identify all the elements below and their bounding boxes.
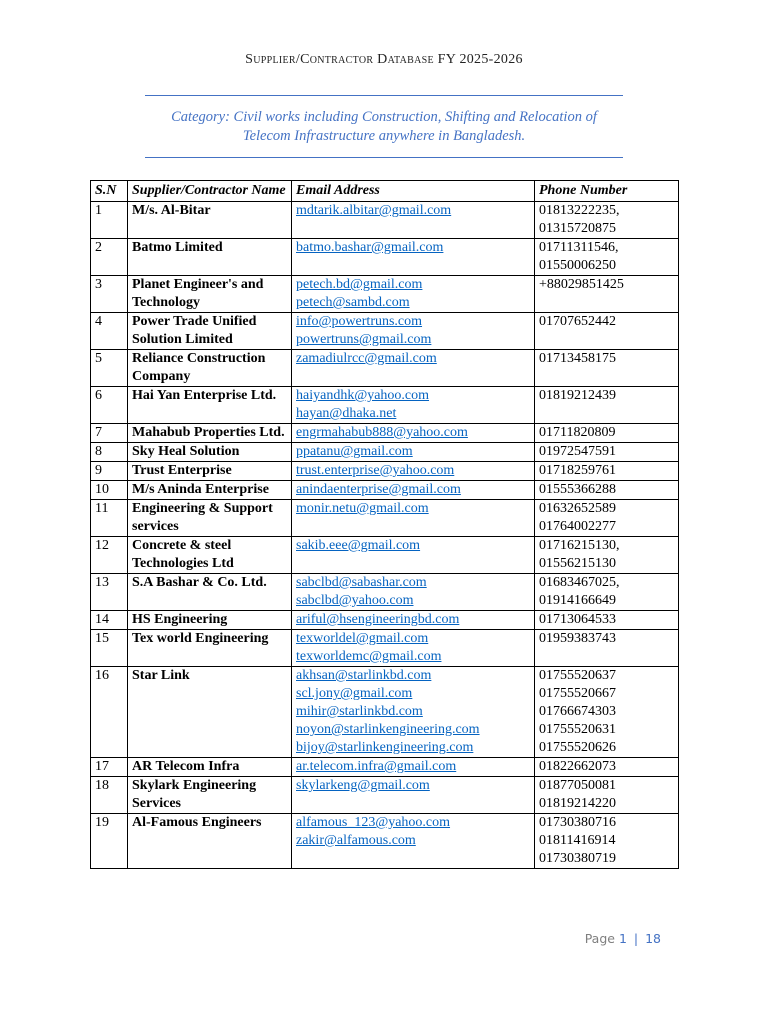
email-cell (292, 424, 535, 443)
phone-number: 01711820809 (539, 425, 616, 440)
phone-cell (535, 758, 679, 777)
email-link[interactable]: ppatanu@gmail.com (296, 444, 413, 459)
email-cell (292, 758, 535, 777)
row-sn: 10 (91, 481, 128, 500)
table-body (91, 202, 679, 869)
table-row (91, 537, 679, 574)
email-cell (292, 667, 535, 758)
email-link[interactable]: sabclbd@sabashar.com (296, 575, 427, 590)
table-row (91, 387, 679, 424)
table-row (91, 202, 679, 239)
total-pages: 18 (645, 931, 661, 946)
email-link[interactable]: zakir@alfamous.com (296, 833, 416, 848)
row-sn: 2 (91, 239, 128, 276)
phone-number: 01811416914 (539, 833, 616, 848)
email-cell (292, 537, 535, 574)
phone-number: 01730380719 (539, 851, 616, 866)
table-row (91, 424, 679, 443)
supplier-name: Sky Heal Solution (128, 443, 292, 462)
phone-number: 01718259761 (539, 463, 616, 478)
supplier-name: Hai Yan Enterprise Ltd. (128, 387, 292, 424)
row-sn: 18 (91, 777, 128, 814)
phone-number: 01755520626 (539, 740, 616, 755)
table-row (91, 239, 679, 276)
row-sn: 7 (91, 424, 128, 443)
phone-cell (535, 350, 679, 387)
row-sn: 1 (91, 202, 128, 239)
phone-cell (535, 239, 679, 276)
email-link[interactable]: ariful@hsengineeringbd.com (296, 612, 460, 627)
email-cell (292, 500, 535, 537)
header-phone: Phone Number (535, 181, 679, 202)
header-sn: S.N (91, 181, 128, 202)
table-row (91, 443, 679, 462)
phone-number: 01632652589 (539, 501, 616, 516)
row-sn: 13 (91, 574, 128, 611)
table-row (91, 777, 679, 814)
phone-number: 01315720875 (539, 221, 616, 236)
email-link[interactable]: scl.jony@gmail.com (296, 686, 413, 701)
row-sn: 6 (91, 387, 128, 424)
phone-cell (535, 611, 679, 630)
phone-number: 01914166649 (539, 593, 616, 608)
phone-number: 01716215130, (539, 538, 620, 553)
table-row (91, 814, 679, 869)
supplier-name: Reliance Construction Company (128, 350, 292, 387)
row-sn: 4 (91, 313, 128, 350)
row-sn: 12 (91, 537, 128, 574)
email-link[interactable]: alfamous_123@yahoo.com (296, 815, 451, 830)
email-link[interactable]: monir.netu@gmail.com (296, 501, 429, 516)
phone-cell (535, 630, 679, 667)
table-row (91, 758, 679, 777)
phone-cell (535, 481, 679, 500)
phone-number: 01819212439 (539, 388, 616, 403)
phone-cell (535, 537, 679, 574)
email-link[interactable]: texworldemc@gmail.com (296, 649, 442, 664)
table-row (91, 611, 679, 630)
supplier-name: AR Telecom Infra (128, 758, 292, 777)
phone-number: 01877050081 (539, 778, 616, 793)
table-row (91, 630, 679, 667)
email-link[interactable]: anindaenterprise@gmail.com (296, 482, 461, 497)
phone-cell (535, 500, 679, 537)
email-cell (292, 481, 535, 500)
phone-cell (535, 462, 679, 481)
email-link[interactable]: zamadiulrcc@gmail.com (296, 351, 437, 366)
supplier-name: Skylark Engineering Services (128, 777, 292, 814)
email-cell (292, 611, 535, 630)
phone-number: 01972547591 (539, 444, 616, 459)
category-line-2: Telecom Infrastructure anywhere in Bangladesh. (242, 127, 526, 144)
email-link[interactable]: powertruns@gmail.com (296, 332, 432, 347)
supplier-name: Trust Enterprise (128, 462, 292, 481)
email-cell (292, 350, 535, 387)
table-row (91, 574, 679, 611)
phone-cell (535, 574, 679, 611)
supplier-name: Tex world Engineering (128, 630, 292, 667)
table-row (91, 667, 679, 758)
table-row (91, 276, 679, 313)
email-link[interactable]: texworldel@gmail.com (296, 631, 429, 646)
email-link[interactable]: info@powertruns.com (296, 314, 423, 329)
supplier-name: Al-Famous Engineers (128, 814, 292, 869)
table-row (91, 500, 679, 537)
email-cell (292, 276, 535, 313)
row-sn: 16 (91, 667, 128, 758)
phone-number: 01755520667 (539, 686, 616, 701)
phone-number: +88029851425 (539, 277, 624, 292)
phone-number: 01813222235, (539, 203, 620, 218)
email-link[interactable]: skylarkeng@gmail.com (296, 778, 430, 793)
email-link[interactable]: mdtarik.albitar@gmail.com (296, 203, 452, 218)
table-row (91, 481, 679, 500)
email-link[interactable]: haiyandhk@yahoo.com (296, 388, 430, 403)
email-cell (292, 574, 535, 611)
phone-number: 01555366288 (539, 482, 616, 497)
email-link[interactable]: engrmahabub888@yahoo.com (296, 425, 468, 440)
email-link[interactable]: ar.telecom.infra@gmail.com (296, 759, 457, 774)
phone-cell (535, 313, 679, 350)
supplier-name: Power Trade Unified Solution Limited (128, 313, 292, 350)
email-cell (292, 462, 535, 481)
email-cell (292, 777, 535, 814)
phone-number: 01755520637 (539, 668, 616, 683)
supplier-name: S.A Bashar & Co. Ltd. (128, 574, 292, 611)
page-number: 1 (618, 931, 627, 946)
email-cell (292, 239, 535, 276)
phone-cell (535, 276, 679, 313)
email-cell (292, 313, 535, 350)
table-row (91, 313, 679, 350)
email-link[interactable]: batmo.bashar@gmail.com (296, 240, 444, 255)
row-sn: 14 (91, 611, 128, 630)
email-link[interactable]: petech.bd@gmail.com (296, 277, 423, 292)
email-link[interactable]: sakib.eee@gmail.com (296, 538, 421, 553)
phone-number: 01707652442 (539, 314, 616, 329)
phone-cell (535, 387, 679, 424)
supplier-name: M/s. Al-Bitar (128, 202, 292, 239)
phone-number: 01766674303 (539, 704, 616, 719)
table-header-row (91, 181, 679, 202)
category-description (145, 108, 623, 145)
phone-number: 01959383743 (539, 631, 616, 646)
phone-cell (535, 777, 679, 814)
supplier-name: Star Link (128, 667, 292, 758)
phone-number: 01819214220 (539, 796, 616, 811)
email-link[interactable]: sabclbd@yahoo.com (296, 593, 414, 608)
page-separator: | (633, 931, 639, 946)
phone-number: 01556215130 (539, 556, 616, 571)
page-footer (585, 931, 661, 946)
row-sn: 15 (91, 630, 128, 667)
top-divider (145, 95, 623, 96)
phone-number: 01755520631 (539, 722, 616, 737)
email-link[interactable]: mihir@starlinkbd.com (296, 704, 423, 719)
row-sn: 19 (91, 814, 128, 869)
page-label: Page (584, 931, 615, 946)
phone-number: 01711311546, (539, 240, 619, 255)
row-sn: 3 (91, 276, 128, 313)
supplier-name: Concrete & steel Technologies Ltd (128, 537, 292, 574)
supplier-name: M/s Aninda Enterprise (128, 481, 292, 500)
phone-number: 01550006250 (539, 258, 616, 273)
email-cell (292, 387, 535, 424)
email-link[interactable]: noyon@starlinkengineering.com (296, 722, 480, 737)
email-cell (292, 630, 535, 667)
row-sn: 9 (91, 462, 128, 481)
email-link[interactable]: hayan@dhaka.net (296, 406, 397, 421)
phone-cell (535, 202, 679, 239)
phone-number: 01713064533 (539, 612, 616, 627)
row-sn: 8 (91, 443, 128, 462)
supplier-name: Mahabub Properties Ltd. (128, 424, 292, 443)
supplier-name: Engineering & Support services (128, 500, 292, 537)
phone-cell (535, 667, 679, 758)
table-row (91, 350, 679, 387)
supplier-table (90, 180, 679, 869)
row-sn: 5 (91, 350, 128, 387)
bottom-divider (145, 157, 623, 158)
email-cell (292, 202, 535, 239)
supplier-name: Batmo Limited (128, 239, 292, 276)
email-link[interactable]: trust.enterprise@yahoo.com (296, 463, 455, 478)
supplier-name: Planet Engineer's and Technology (128, 276, 292, 313)
header-name: Supplier/Contractor Name (128, 181, 292, 202)
email-link[interactable]: akhsan@starlinkbd.com (296, 668, 432, 683)
phone-number: 01683467025, (539, 575, 620, 590)
header-email: Email Address (292, 181, 535, 202)
phone-cell (535, 814, 679, 869)
email-link[interactable]: bijoy@starlinkengineering.com (296, 740, 474, 755)
table-row (91, 462, 679, 481)
row-sn: 17 (91, 758, 128, 777)
category-line-1: Category: Civil works including Construction, Shifting and Relocation of (171, 109, 597, 125)
phone-number: 01730380716 (539, 815, 616, 830)
phone-number: 01822662073 (539, 759, 616, 774)
phone-cell (535, 443, 679, 462)
phone-cell (535, 424, 679, 443)
row-sn: 11 (91, 500, 128, 537)
email-cell (292, 443, 535, 462)
phone-number: 01764002277 (539, 519, 616, 534)
document-title: Supplier/Contractor Database FY 2025-2026 (245, 52, 523, 67)
supplier-name: HS Engineering (128, 611, 292, 630)
email-cell (292, 814, 535, 869)
email-link[interactable]: petech@sambd.com (296, 295, 410, 310)
phone-number: 01713458175 (539, 351, 616, 366)
